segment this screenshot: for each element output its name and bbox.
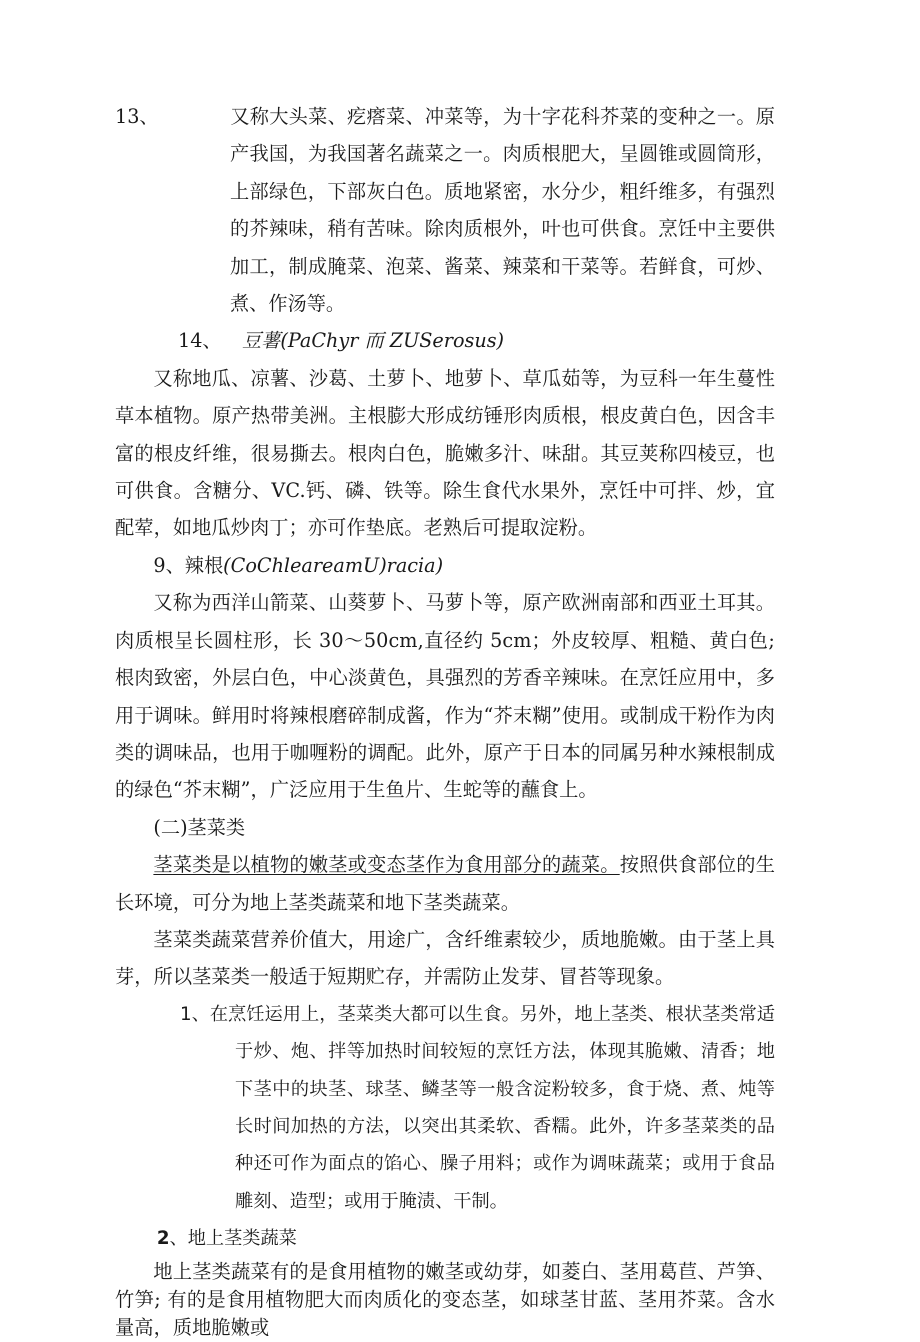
list-item-9-body: 又称为西洋山箭菜、山葵萝卜、马萝卜等，原产欧洲南部和西亚土耳其。肉质根呈长圆柱形，长 30～50cm,直径约 5cm；外皮较厚、粗糙、黄白色; 根肉致密，外层白色，中心淡黄色，具强烈的芳香辛辣味。在烹饪应用中，多用于调味。鲜用时将辣根磨碎制成酱，作为“芥末糊”使用。或制成干粉作为肉类的调味品，也用于咖喱粉的调配。此外，原产于日本的同属另种水辣根制成的绿色“芥末糊”，广泛应用于生鱼片、生蛇等的蘸食上。 [115, 591, 775, 802]
point-2-separator: 、 [169, 1228, 188, 1250]
list-item-9-name-zh: 辣根 [184, 553, 224, 577]
list-item-13 [115, 98, 775, 322]
section-heading-stem-vegetables: (二)茎菜类 [153, 815, 246, 839]
point-2-title: 地上茎类蔬菜 [187, 1228, 297, 1250]
stem-definition-underlined: 茎菜类是以植物的嫩茎或变态茎作为食用部分的蔬菜。 [153, 853, 620, 877]
list-item-13-body: 又称大头菜、疙瘩菜、冲菜等，为十字花科芥菜的变种之一。原产我国，为我国著名蔬菜之一。肉质根肥大，呈圆锥或圆筒形，上部绿色，下部灰白色。质地紧密，水分少，粗纤维多，有强烈的芥辣味，稍有苦味。除肉质根外，叶也可供食。烹饪中主要供加工，制成腌菜、泡菜、酱菜、辣菜和干菜等。若鲜食，可炒、煮、作汤等。 [230, 105, 775, 316]
point-2-heading [115, 1220, 775, 1257]
stem-definition-rest: 按照供食部位的生长环境，可分为地上茎类蔬菜和地下茎类蔬菜。 [115, 853, 775, 914]
list-item-14-heading [115, 322, 775, 359]
list-item-14-name-latin: (PaChyr 而 ZUSerosus) [280, 329, 505, 353]
point-2-body: 地上茎类蔬菜有的是食用植物的嫩茎或幼芽，如菱白、茎用葛苣、芦笋、竹笋; 有的是食用植物肥大而肉质化的变态茎，如球茎甘蓝、茎用芥菜。含水量高，质地脆嫩或 [115, 1259, 775, 1339]
point-1-body: 在烹饪运用上，茎菜类大都可以生食。另外，地上茎类、根状茎类常适于炒、炮、拌等加热时间较短的烹饪方法，体现其脆嫩、清香；地下茎中的块茎、球茎、鳞茎等一般含淀粉较多，食于烧、煮、炖等长时间加热的方法，以突出其柔软、香糯。此外，许多茎菜类的品种还可作为面点的馅心、臊子用料；或作为调味蔬菜；或用于食品雕刻、造型；或用于腌渍、干制。 [209, 1003, 775, 1212]
list-item-9-heading [115, 547, 775, 584]
stem-definition-paragraph [115, 846, 775, 921]
point-2-number: 2 [156, 1228, 170, 1250]
list-item-14-body: 又称地瓜、凉薯、沙葛、土萝卜、地萝卜、草瓜茹等，为豆科一年生蔓性草本植物。原产热带美洲。主根膨大形成纺锤形肉质根，根皮黄白色，因含丰富的根皮纤维，很易撕去。根肉白色，脆嫩多汁、味甜。其豆荚称四棱豆，也可供食。含糖分、VC.钙、磷、铁等。除生食代水果外，烹饪中可拌、炒，宜配荤，如地瓜炒肉丁；亦可作垫底。老熟后可提取淀粉。 [115, 366, 775, 540]
list-item-9-name-latin: (CoChleareamU)racia) [223, 553, 444, 577]
stem-value-paragraph: 茎菜类蔬菜营养价值大，用途广，含纤维素较少，质地脆嫩。由于茎上具芽，所以茎菜类一般适于短期贮存，并需防止发芽、冒苔等现象。 [115, 927, 775, 989]
list-item-13-number: 13、 [115, 105, 159, 128]
list-item-9-number: 9、 [153, 553, 185, 577]
list-item-14-name-zh: 豆薯 [242, 329, 281, 353]
point-1-number: 1、 [180, 1003, 210, 1025]
point-1 [115, 996, 775, 1220]
list-item-14-number: 14、 [178, 329, 222, 353]
